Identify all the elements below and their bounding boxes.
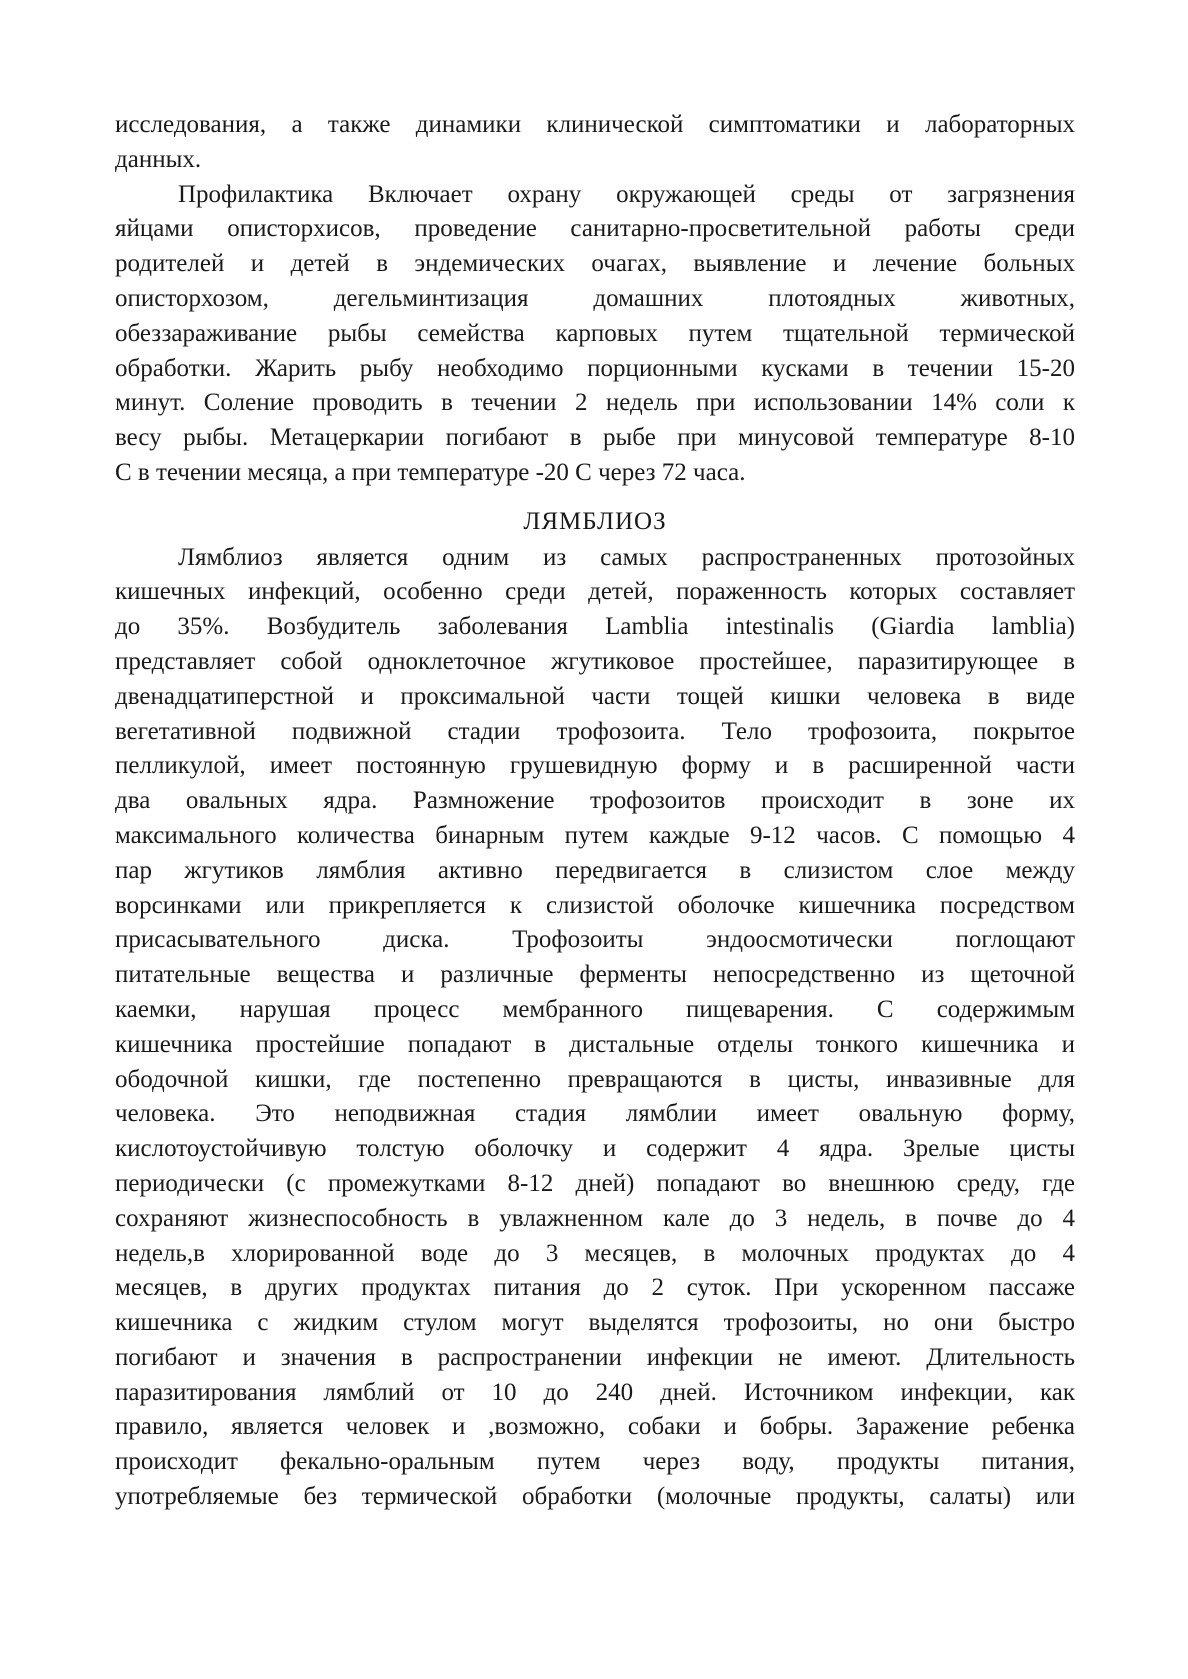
text-line: С в течении месяца, а при температуре -20 С через 72 часа. [115,458,746,486]
text-line: Профилактика Включает охрану окружающей среды от загрязнения [178,180,1075,208]
text-line: человека. Это неподвижная стадия лямблии имеет овальную форму, [115,1100,1075,1128]
text-line: ворсинками или прикрепляется к слизистой оболочке кишечника посредством [115,891,1075,919]
text-line: ободочной кишки, где постепенно превращаются в цисты, инвазивные для [115,1065,1075,1093]
prophylaxis-paragraph [115,178,1075,491]
text-line: два овальных ядра. Размножение трофозоитов происходит в зоне их [115,787,1075,815]
text-line: кишечника простейшие попадают в дистальные отделы тонкого кишечника и [115,1030,1075,1058]
text-line: употребляемые без термической обработки (молочные продукты, салаты) или [115,1483,1075,1511]
text-line: погибают и значения в распространении инфекции не имеют. Длительность [115,1343,1075,1371]
document-page [115,108,1075,1515]
text-line: описторхозом, дегельминтизация домашних плотоядных животных, [115,284,1075,312]
text-line: данных. [115,145,202,173]
text-line: кислотоустойчивую толстую оболочку и содержит 4 ядра. Зрелые цисты [115,1135,1075,1163]
text-line: весу рыбы. Метацеркарии погибают в рыбе при минусовой температуре 8-10 [115,424,1075,452]
text-line: до 35%. Возбудитель заболевания Lamblia intestinalis (Giardia lamblia) [115,613,1075,641]
text-line: сохраняют жизнеспособность в увлажненном кале до 3 недель, в почве до 4 [115,1204,1075,1232]
text-line: обработки. Жарить рыбу необходимо порционными кусками в течении 15-20 [115,354,1075,382]
text-line: родителей и детей в эндемических очагах, выявление и лечение больных [115,250,1075,278]
text-line: питательные вещества и различные ферменты непосредственно из щеточной [115,961,1075,989]
text-line: максимального количества бинарным путем каждые 9-12 часов. С помощью 4 [115,821,1075,849]
text-line: каемки, нарушая процесс мембранного пищеварения. С содержимым [115,995,1075,1023]
section-heading: ЛЯМБЛИОЗ [523,507,667,535]
text-line: вегетативной подвижной стадии трофозоита. Тело трофозоита, покрытое [115,717,1075,745]
continuation-paragraph [115,108,1075,178]
text-line: месяцев, в других продуктах питания до 2 суток. При ускоренном пассаже [115,1274,1075,1302]
text-line: кишечных инфекций, особенно среди детей, пораженность которых составляет [115,578,1075,606]
text-line: правило, является человек и ,возможно, собаки и бобры. Заражение ребенка [115,1413,1075,1441]
text-line: присасывательного диска. Трофозоиты эндоосмотически поглощают [115,926,1075,954]
text-line: происходит фекально-оральным путем через воду, продукты питания, [115,1448,1075,1476]
text-line: паразитирования лямблий от 10 до 240 дней. Источником инфекции, как [115,1378,1075,1406]
text-line: обеззараживание рыбы семейства карповых путем тщательной термической [115,319,1075,347]
text-line: кишечника с жидким стулом могут выделятся трофозоиты, но они быстро [115,1309,1075,1337]
giardiasis-paragraph [115,541,1075,1515]
text-line: яйцами описторхисов, проведение санитарно-просветительной работы среди [115,215,1075,243]
text-line: минут. Соление проводить в течении 2 недель при использовании 14% соли к [115,389,1075,417]
text-line: недель,в хлорированной воде до 3 месяцев, в молочных продуктах до 4 [115,1239,1075,1267]
text-line: Лямблиоз является одним из самых распространенных протозойных [178,543,1075,571]
text-line: периодически (с промежутками 8-12 дней) попадают во внешнюю среду, где [115,1169,1075,1197]
text-line: пар жгутиков лямблия активно передвигается в слизистом слое между [115,856,1075,884]
text-line: исследования, а также динамики клинической симптоматики и лабораторных [115,111,1075,138]
text-line: пелликулой, имеет постоянную грушевидную форму и в расширенной части [115,752,1075,780]
text-line: двенадцатиперстной и проксимальной части тощей кишки человека в виде [115,682,1075,710]
text-line: представляет собой одноклеточное жгутиковое простейшее, паразитирующее в [115,647,1075,675]
